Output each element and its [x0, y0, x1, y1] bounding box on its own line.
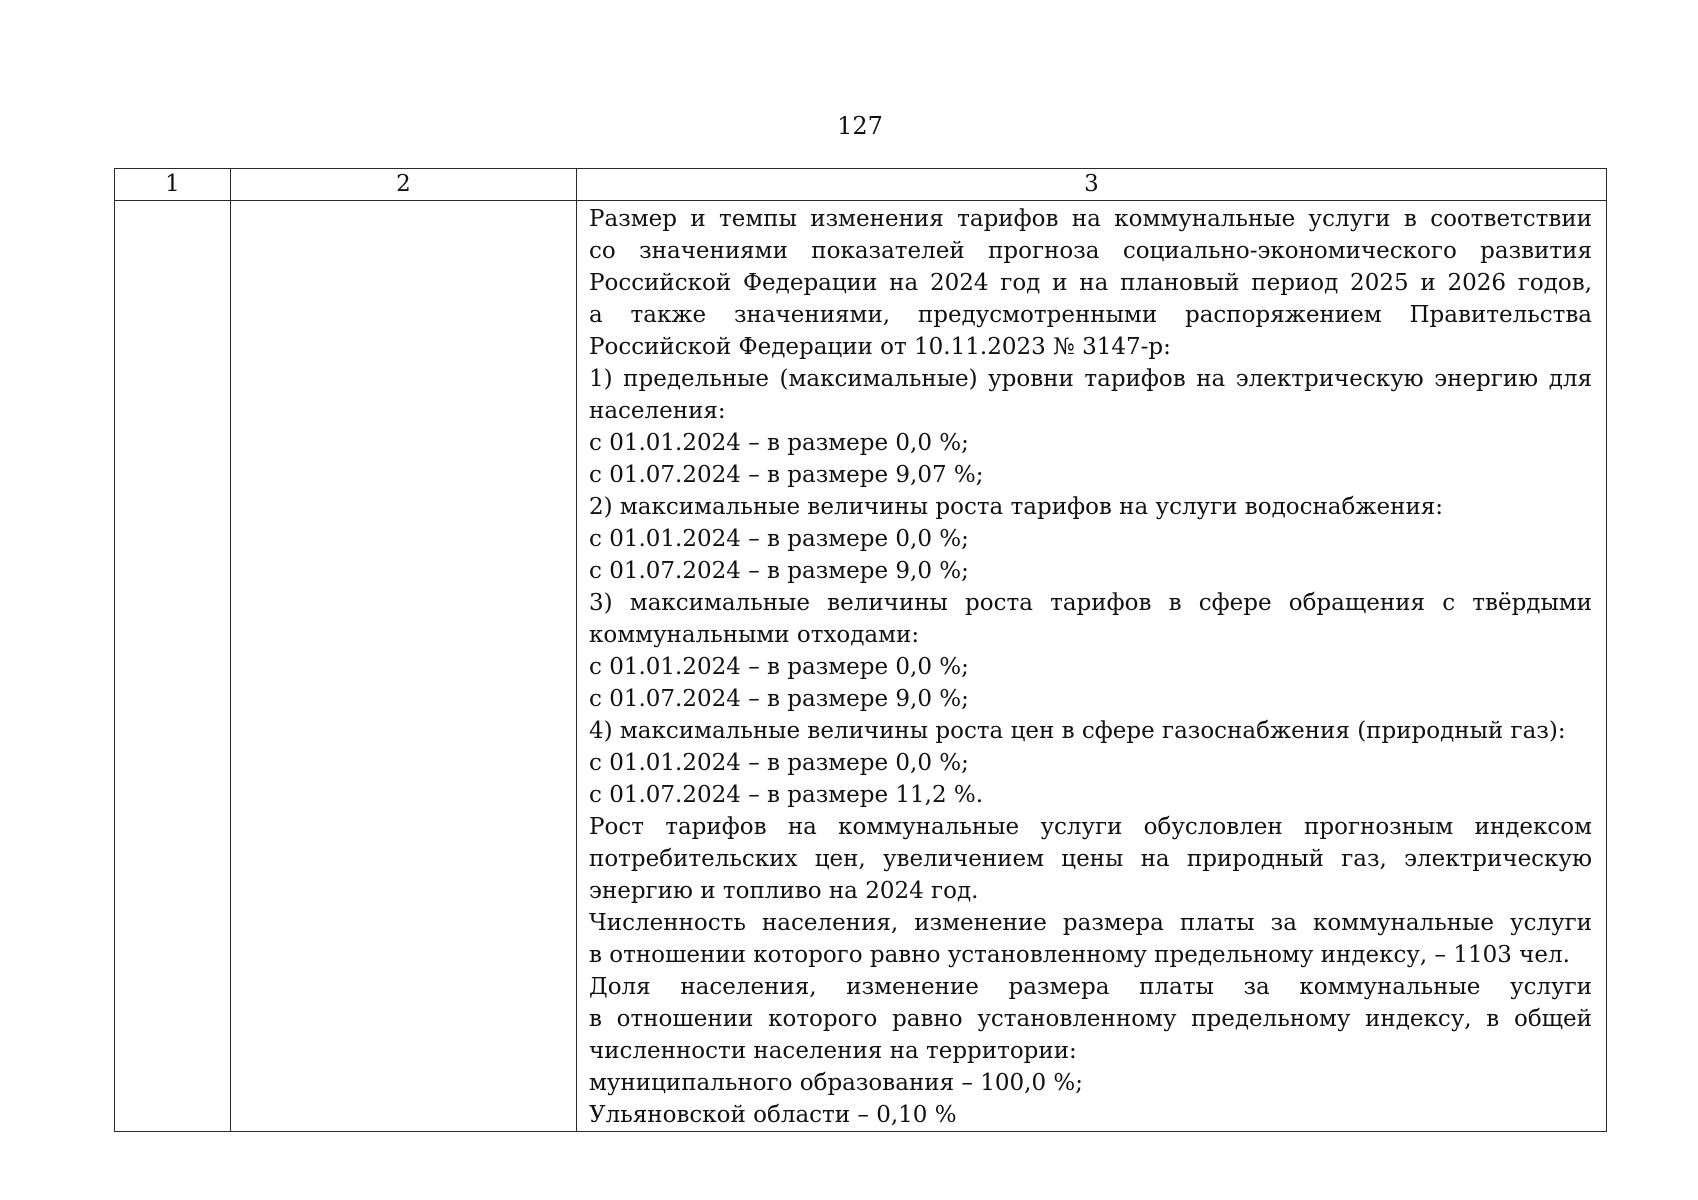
text-line: муниципального образования – 100,0 %;: [589, 1070, 1083, 1096]
header-col-2: 2: [231, 169, 577, 201]
header-col-1: 1: [115, 169, 231, 201]
text-line: с 01.01.2024 – в размере 0,0 %;: [589, 654, 969, 680]
text-line: с 01.07.2024 – в размере 9,0 %;: [589, 686, 969, 712]
text-line: с 01.07.2024 – в размере 9,07 %;: [589, 462, 984, 488]
table-row: [115, 201, 1607, 1132]
text-line: 1) предельные (максимальные) уровни тарифов на электрическую энергию для: [589, 366, 1592, 392]
text-line: 3) максимальные величины роста тарифов в сфере обращения с твёрдыми: [589, 590, 1592, 616]
text-line: Доля населения, изменение размера платы за коммунальные услуги: [589, 974, 1592, 1000]
text-line: энергию и топливо на 2024 год.: [589, 878, 979, 904]
cell-col-3-content: [577, 201, 1607, 1132]
text-line: Ульяновской области – 0,10 %: [589, 1102, 957, 1128]
text-line: населения:: [589, 398, 726, 424]
text-line: 4) максимальные величины роста цен в сфере газоснабжения (природный газ):: [589, 718, 1566, 744]
cell-col-2: [231, 201, 577, 1132]
text-line: Размер и темпы изменения тарифов на коммунальные услуги в соответствии: [589, 206, 1592, 232]
text-line: со значениями показателей прогноза социально-экономического развития: [589, 238, 1592, 264]
text-line: а также значениями, предусмотренными распоряжением Правительства: [589, 302, 1592, 328]
text-line: Российской Федерации от 10.11.2023 № 3147-р:: [589, 334, 1171, 360]
document-table: [114, 168, 1607, 1132]
text-line: численности населения на территории:: [589, 1038, 1077, 1064]
table-header-row: [115, 169, 1607, 201]
text-line: Российской Федерации на 2024 год и на плановый период 2025 и 2026 годов,: [589, 270, 1592, 296]
text-line: с 01.07.2024 – в размере 11,2 %.: [589, 782, 984, 808]
text-line: в отношении которого равно установленному предельному индексу, – 1103 чел.: [589, 942, 1570, 968]
text-line: с 01.01.2024 – в размере 0,0 %;: [589, 430, 969, 456]
header-col-3: 3: [577, 169, 1607, 201]
text-line: с 01.01.2024 – в размере 0,0 %;: [589, 526, 969, 552]
text-line: с 01.07.2024 – в размере 9,0 %;: [589, 558, 969, 584]
page-number: 127: [837, 112, 883, 140]
text-line: коммунальными отходами:: [589, 622, 920, 648]
text-line: Численность населения, изменение размера платы за коммунальные услуги: [589, 910, 1592, 936]
text-line: с 01.01.2024 – в размере 0,0 %;: [589, 750, 969, 776]
text-line: Рост тарифов на коммунальные услуги обусловлен прогнозным индексом: [589, 814, 1592, 840]
text-line: в отношении которого равно установленному предельному индексу, в общей: [589, 1006, 1592, 1032]
cell-col-1: [115, 201, 231, 1132]
text-line: потребительских цен, увеличением цены на природный газ, электрическую: [589, 846, 1592, 872]
text-line: 2) максимальные величины роста тарифов на услуги водоснабжения:: [589, 494, 1444, 520]
